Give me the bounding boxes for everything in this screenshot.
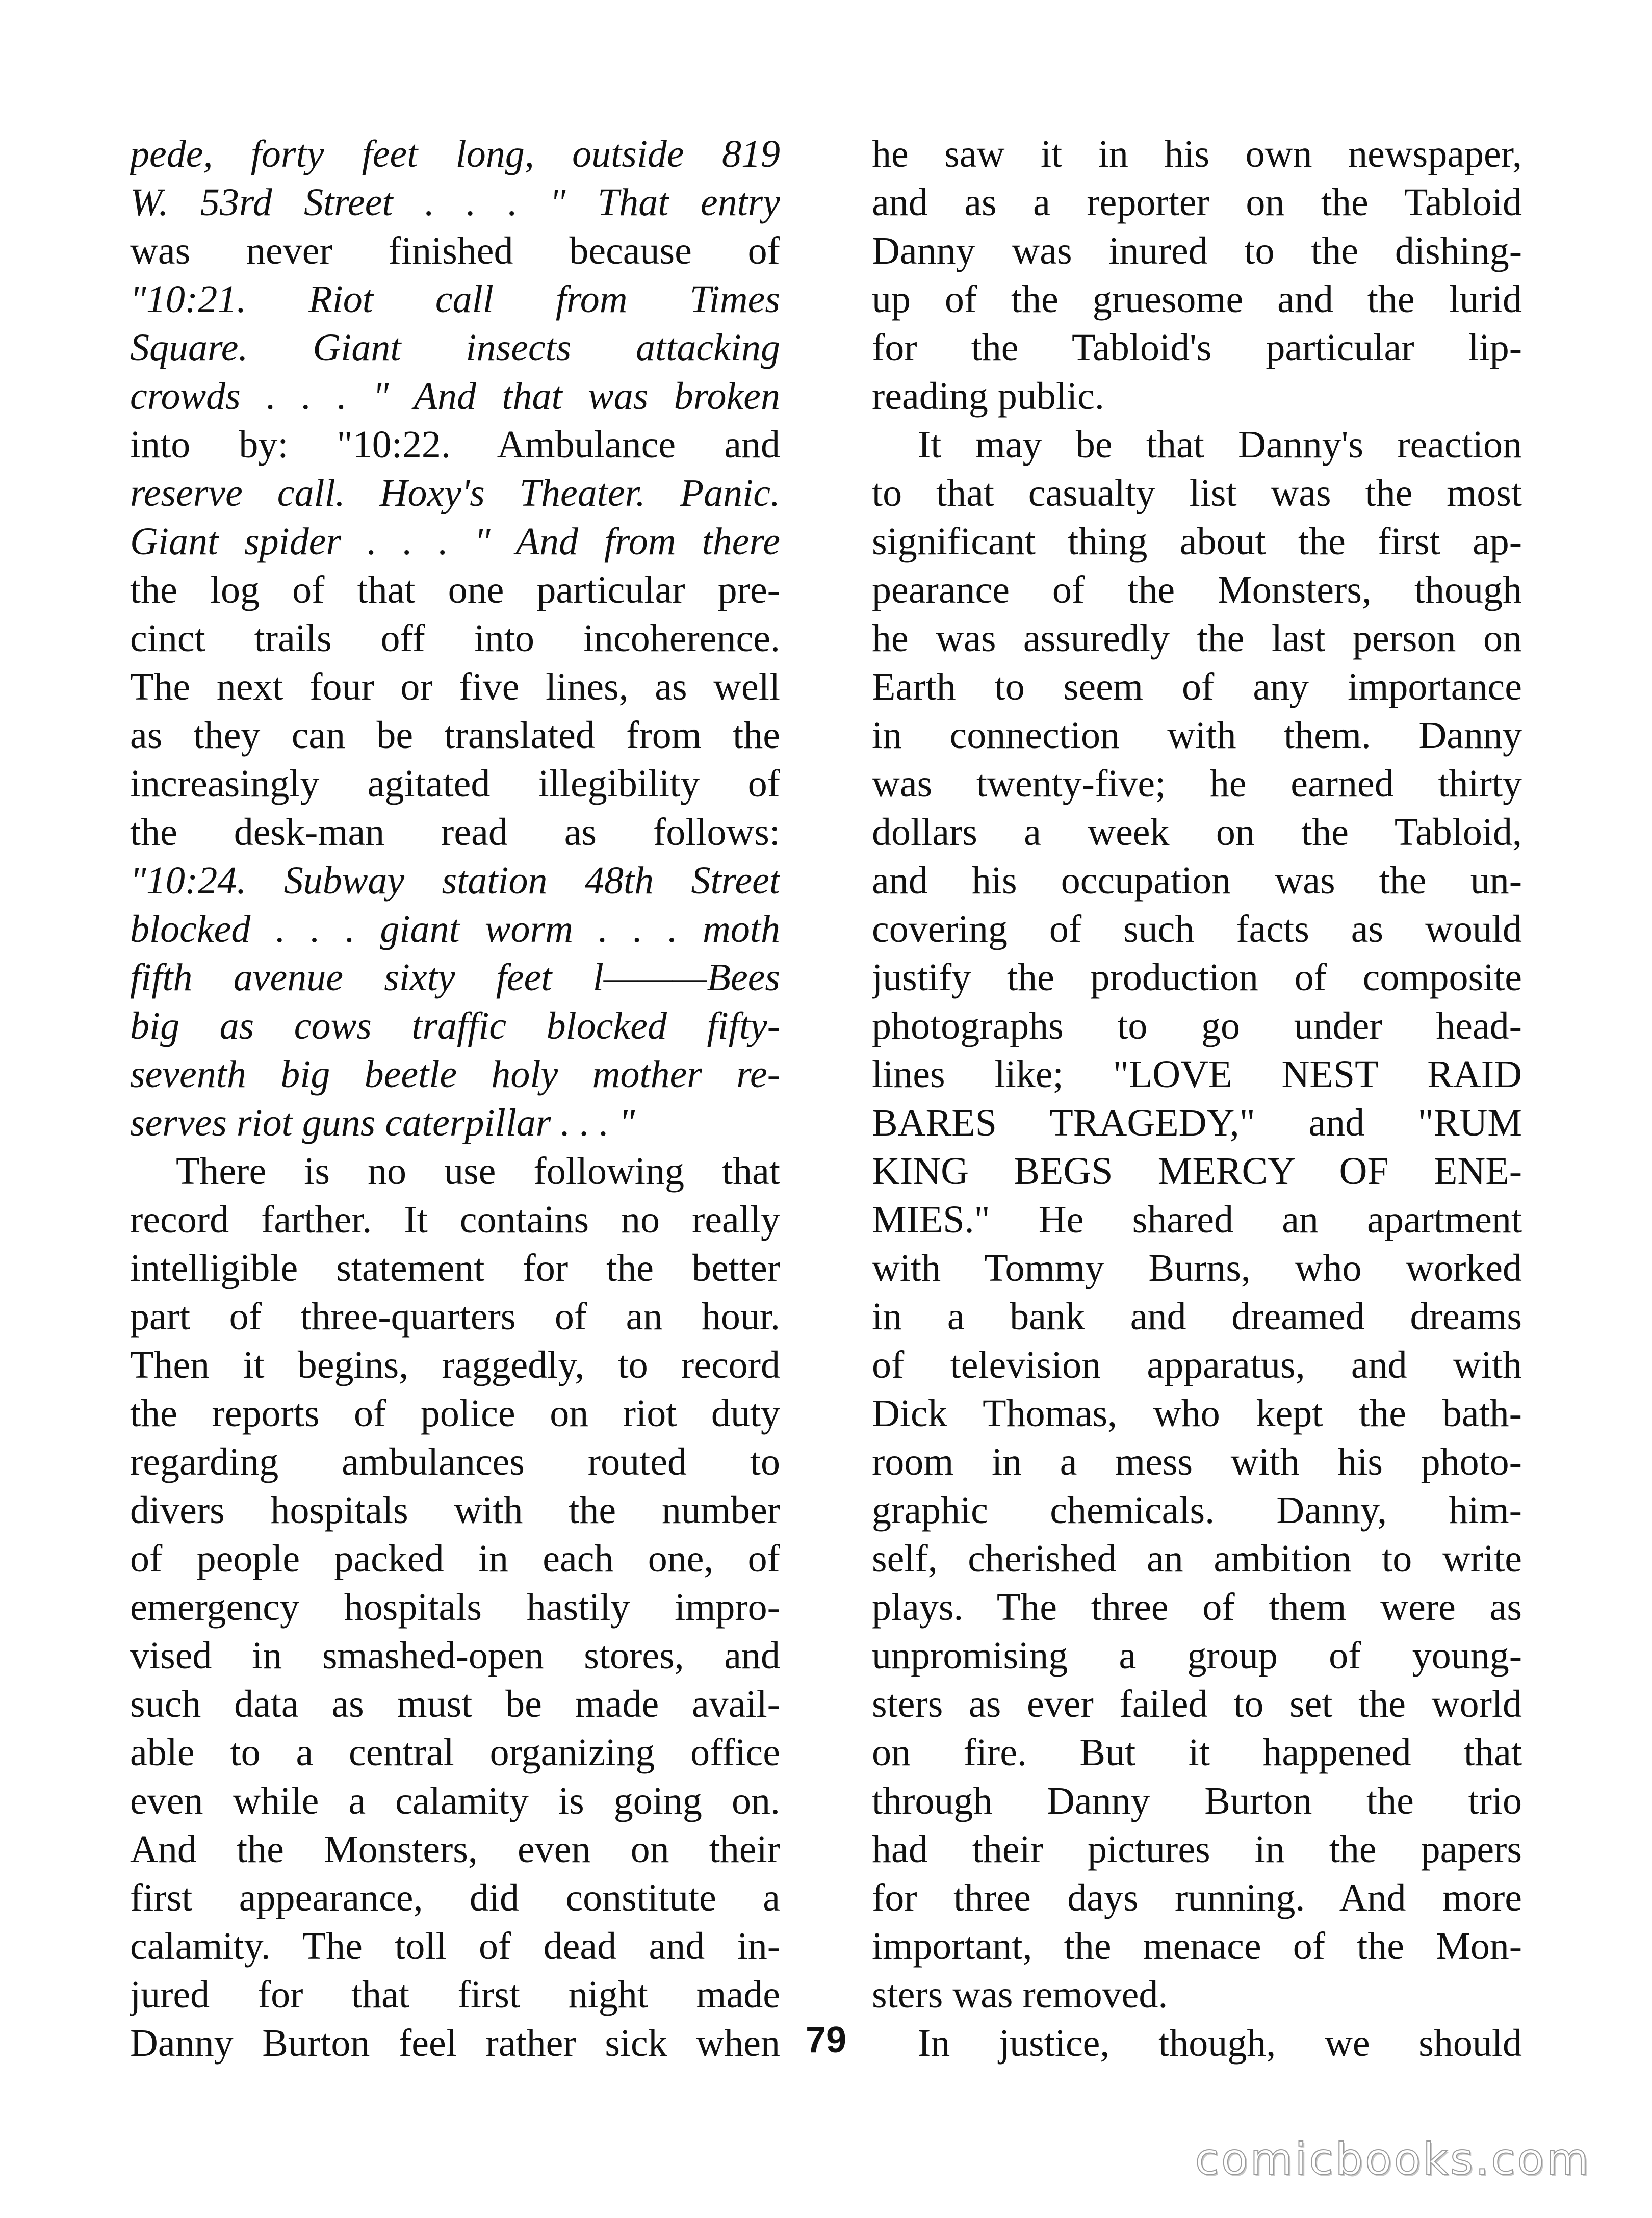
page-number: 79 (805, 2020, 847, 2060)
text-line: room in a mess with his photo- (872, 1440, 1522, 1483)
text-line: fifth avenue sixty feet l———Bees (130, 956, 780, 999)
text-line: sters as ever failed to set the world (872, 1683, 1522, 1725)
text-line: the desk-man read as follows: (130, 811, 780, 854)
text-line: sters was removed. (872, 1973, 1168, 2016)
text-line: through Danny Burton the trio (872, 1779, 1522, 1822)
text-line: pede, forty feet long, outside 819 (130, 133, 780, 175)
text-line: BARES TRAGEDY," and "RUM (872, 1101, 1522, 1144)
text-line: to that casualty list was the most (872, 472, 1522, 514)
text-line: crowds . . . " And that was broken (130, 375, 780, 418)
text-line: regarding ambulances routed to (130, 1440, 780, 1483)
text-line: and as a reporter on the Tabloid (872, 181, 1522, 224)
text-line: of people packed in each one, of (130, 1537, 780, 1580)
text-line: vised in smashed-open stores, and (130, 1634, 780, 1677)
text-line: divers hospitals with the number (130, 1489, 780, 1532)
text-line: Danny Burton feel rather sick when (130, 2022, 780, 2065)
text-line: he saw it in his own newspaper, (872, 133, 1522, 175)
text-line: for the Tabloid's particular lip- (872, 326, 1522, 369)
text-line: increasingly agitated illegibility of (130, 762, 780, 805)
text-line: reserve call. Hoxy's Theater. Panic. (130, 472, 780, 514)
text-line: blocked . . . giant worm . . . moth (130, 908, 780, 950)
text-line: as they can be translated from the (130, 714, 780, 757)
left-text-column (130, 130, 780, 2068)
text-line: The next four or five lines, as well (130, 665, 780, 708)
text-line: serves riot guns caterpillar . . . " (130, 1101, 635, 1144)
text-line: KING BEGS MERCY OF ENE- (872, 1150, 1522, 1193)
text-line: on fire. But it happened that (872, 1731, 1522, 1774)
text-line: And the Monsters, even on their (130, 1828, 780, 1871)
text-line: There is no use following that (176, 1150, 780, 1193)
text-line: unpromising a group of young- (872, 1634, 1522, 1677)
text-line: Square. Giant insects attacking (130, 326, 780, 369)
text-line: "10:21. Riot call from Times (130, 278, 780, 321)
text-line: plays. The three of them were as (872, 1586, 1522, 1629)
text-line: he was assuredly the last person on (872, 617, 1522, 660)
text-line: Giant spider . . . " And from there (130, 520, 780, 563)
text-line: W. 53rd Street . . . " That entry (130, 181, 780, 224)
text-line: cinct trails off into incoherence. (130, 617, 780, 660)
text-line: in connection with them. Danny (872, 714, 1522, 757)
right-text-column (872, 130, 1522, 2068)
text-line: first appearance, did constitute a (130, 1876, 780, 1919)
text-line: seventh big beetle holy mother re- (130, 1053, 780, 1096)
text-line: pearance of the Monsters, though (872, 569, 1522, 611)
text-line: justify the production of composite (872, 956, 1522, 999)
text-line: photographs to go under head- (872, 1004, 1522, 1047)
text-line: even while a calamity is going on. (130, 1779, 780, 1822)
text-line: important, the menace of the Mon- (872, 1925, 1522, 1968)
text-line: emergency hospitals hastily impro- (130, 1586, 780, 1629)
text-line: such data as must be made avail- (130, 1683, 780, 1725)
text-line: In justice, though, we should (918, 2022, 1522, 2065)
text-line: part of three-quarters of an hour. (130, 1295, 780, 1338)
text-line: MIES." He shared an apartment (872, 1198, 1522, 1241)
text-line: Dick Thomas, who kept the bath- (872, 1392, 1522, 1435)
text-line: dollars a week on the Tabloid, (872, 811, 1522, 854)
text-line: covering of such facts as would (872, 908, 1522, 950)
text-line: into by: "10:22. Ambulance and (130, 423, 780, 466)
text-line: in a bank and dreamed dreams (872, 1295, 1522, 1338)
text-line: with Tommy Burns, who worked (872, 1247, 1522, 1289)
text-line: the log of that one particular pre- (130, 569, 780, 611)
text-line: of television apparatus, and with (872, 1344, 1522, 1386)
text-line: and his occupation was the un- (872, 859, 1522, 902)
text-line: lines like; "LOVE NEST RAID (872, 1053, 1522, 1096)
watermark-logo: comicbooks.com (1195, 2134, 1591, 2185)
text-line: had their pictures in the papers (872, 1828, 1522, 1871)
text-line: up of the gruesome and the lurid (872, 278, 1522, 321)
text-line: the reports of police on riot duty (130, 1392, 780, 1435)
text-line: "10:24. Subway station 48th Street (130, 859, 780, 902)
text-line: able to a central organizing office (130, 1731, 780, 1774)
text-line: intelligible statement for the better (130, 1247, 780, 1289)
text-line: self, cherished an ambition to write (872, 1537, 1522, 1580)
text-line: was twenty-five; he earned thirty (872, 762, 1522, 805)
text-line: was never finished because of (130, 229, 780, 272)
text-line: big as cows traffic blocked fifty- (130, 1004, 780, 1047)
text-line: Earth to seem of any importance (872, 665, 1522, 708)
text-line: Danny was inured to the dishing- (872, 229, 1522, 272)
text-line: It may be that Danny's reaction (918, 423, 1522, 466)
text-line: significant thing about the first ap- (872, 520, 1522, 563)
text-line: record farther. It contains no really (130, 1198, 780, 1241)
text-line: Then it begins, raggedly, to record (130, 1344, 780, 1386)
text-line: for three days running. And more (872, 1876, 1522, 1919)
text-line: graphic chemicals. Danny, him- (872, 1489, 1522, 1532)
text-line: reading public. (872, 375, 1104, 418)
text-line: jured for that first night made (130, 1973, 780, 2016)
text-line: calamity. The toll of dead and in- (130, 1925, 780, 1968)
